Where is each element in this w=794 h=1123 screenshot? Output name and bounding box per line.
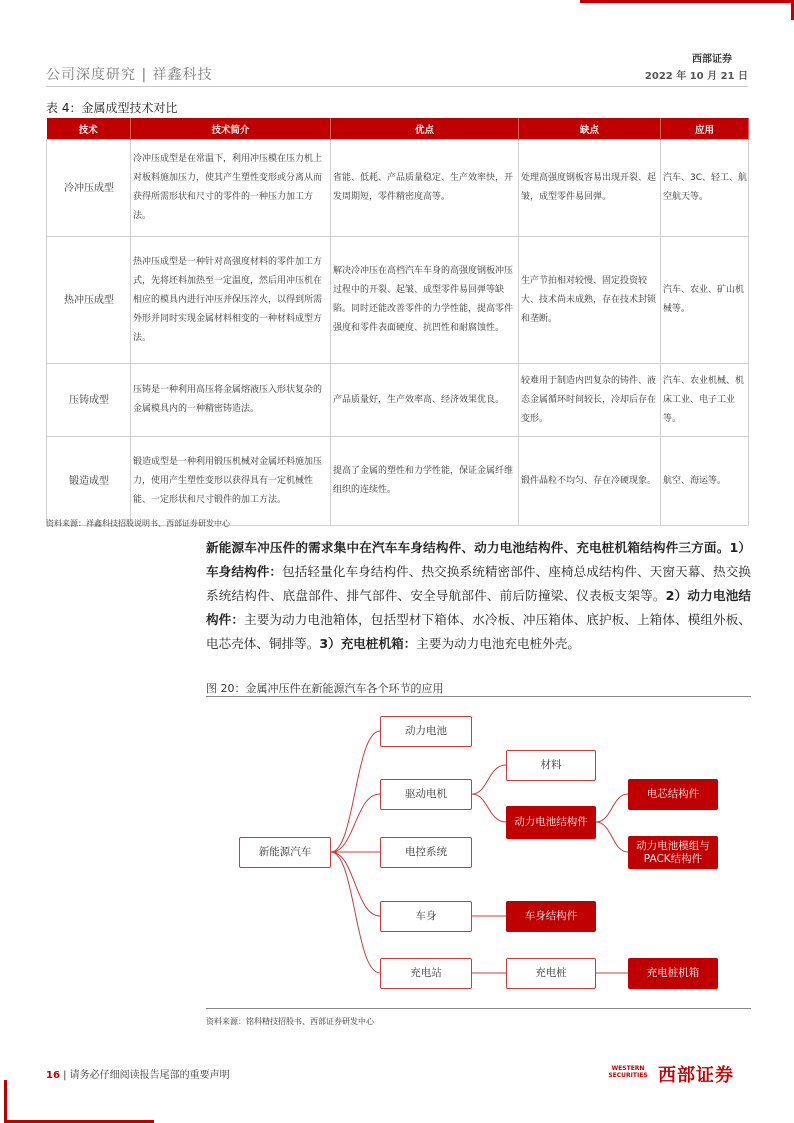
node-body-struct: 车身结构件 (506, 901, 596, 932)
node-pile-case: 充电桩机箱 (628, 958, 718, 989)
node-cell-struct: 电芯结构件 (628, 779, 718, 810)
node-material: 材料 (506, 750, 596, 781)
cell-apps: 航空、海运等。 (661, 437, 749, 526)
node-battery-struct: 动力电池结构件 (506, 806, 596, 839)
table-source: 资料来源：祥鑫科技招股说明书、西部证券研发中心 (46, 519, 230, 528)
node-charging-station: 充电站 (380, 958, 472, 989)
connector-struct-module (596, 822, 628, 852)
connector-motor-material (472, 765, 506, 794)
para-label-charger: 3）充电桩机箱： (319, 636, 417, 651)
footer-disclaimer: 请务必仔细阅读报告尾部的重要声明 (69, 1070, 230, 1081)
col-header-tech: 技术 (47, 118, 131, 140)
node-motor: 驱动电机 (380, 779, 472, 810)
logo-english: WESTERN SECURITIES (608, 1065, 648, 1079)
page-number: 16 (46, 1070, 60, 1081)
header-report-title: 公司深度研究 | 祥鑫科技 (46, 67, 213, 83)
para-body-text: 包括轻量化车身结构件、热交换系统精密部件、座椅总成结构件、天窗天幕、热交换系统结构件、底盘部件、排气部件、安全导航部件、前后防撞梁、仪表板支架等。 (206, 564, 752, 603)
node-root: 新能源汽车 (239, 837, 331, 868)
para-lead: 新能源车冲压件的需求集中在汽车车身结构件、动力电池结构件、充电桩机箱结构件三方面。 (206, 540, 730, 555)
cell-apps: 汽车、农业机械、机床工业、电子工业等。 (661, 364, 749, 437)
connector-motor-battery-struct (472, 794, 506, 822)
connector-root-motor (331, 794, 380, 852)
table-title: 表 4：金属成型技术对比 (46, 101, 178, 115)
col-header-pros: 优点 (331, 118, 519, 140)
cell-tech-name: 锻造成型 (47, 437, 131, 526)
cell-cons: 生产节拍相对较慢、固定投资较大、技术尚未成熟，存在技术封锁和垄断。 (519, 237, 661, 364)
connector-root-body (331, 852, 380, 916)
cell-pros: 产品质量好，生产效率高、经济效果优良。 (331, 364, 519, 437)
node-body: 车身 (380, 901, 472, 932)
cell-cons: 处理高强度钢板容易出现开裂、起皱，成型零件易回弹。 (519, 140, 661, 237)
connector-root-station (331, 852, 380, 973)
figure-title: 图 20：金属冲压件在新能源汽车各个环节的应用 (206, 682, 444, 695)
connector-struct-cell (596, 794, 628, 822)
logo-chinese: 西部证券 (658, 1065, 734, 1086)
cell-intro: 热冲压成型是一种针对高强度材料的零件加工方式，先将坯料加热至一定温度，然后用冲压机在相应的模具内进行冲压并保压淬火，以得到所需外形并同时实现金属材料相变的一种材料成型方法。 (131, 237, 331, 364)
footer-page-note: 16 | 请务必仔细阅读报告尾部的重要声明 (46, 1070, 230, 1081)
cell-intro: 冷冲压成型是在常温下，利用冲压模在压力机上对板料施加压力，使其产生塑性变形或分离从而获得所需形状和尺寸的零件的一种压力加工方法。 (131, 140, 331, 237)
cell-tech-name: 热冲压成型 (47, 237, 131, 364)
header-brand: 西部证券 (692, 54, 732, 65)
node-pile: 充电桩 (506, 958, 596, 989)
para-label-body: 1）车身结构件： (206, 540, 751, 579)
node-module-struct: 动力电池模组与PACK结构件 (628, 836, 718, 869)
node-control: 电控系统 (380, 837, 472, 868)
col-header-intro: 技术简介 (131, 118, 331, 140)
cell-intro: 压铸是一种利用高压将金属熔液压入形状复杂的金属模具内的一种精密铸造法。 (131, 364, 331, 437)
cell-intro: 锻造成型是一种利用锻压机械对金属坯料施加压力，使用产生塑性变形以获得具有一定机械性能、一定形状和尺寸锻件的加工方法。 (131, 437, 331, 526)
cell-cons: 锻件晶粒不均匀、存在冷硬现象。 (519, 437, 661, 526)
cell-pros: 省能、低耗、产品质量稳定、生产效率快，开发周期短，零件精密度高等。 (331, 140, 519, 237)
cell-apps: 汽车、农业、矿山机械等。 (661, 237, 749, 364)
cell-cons: 较难用于制造内凹复杂的铸件、液态金属循环时间较长，冷却后存在变形。 (519, 364, 661, 437)
cell-tech-name: 压铸成型 (47, 364, 131, 437)
node-battery: 动力电池 (380, 716, 472, 747)
cell-tech-name: 冷冲压成型 (47, 140, 131, 237)
para-battery-text: 主要为动力电池箱体，包括型材下箱体、水冷板、冲压箱体、底护板、上箱体、模组外板、电芯壳体、铜排等。 (206, 612, 752, 651)
figure-bottom-divider (206, 1008, 751, 1009)
cell-apps: 汽车、3C、轻工、航空航天等。 (661, 140, 749, 237)
header-date: 2022 年 10 月 21 日 (644, 71, 748, 82)
col-header-apps: 应用 (661, 118, 749, 140)
para-charger-text: 主要为动力电池充电桩外壳。 (416, 636, 580, 651)
figure-source: 资料来源：铭科精技招股书、西部证券研发中心 (206, 1017, 374, 1026)
connector-root-battery (331, 731, 380, 852)
col-header-cons: 缺点 (519, 118, 661, 140)
para-label-battery: 2）动力电池结构件： (206, 588, 752, 627)
cell-pros: 提高了金属的塑性和力学性能，保证金属纤维组织的连续性。 (331, 437, 519, 526)
cell-pros: 解决冷冲压在高档汽车车身的高强度钢板冲压过程中的开裂、起皱、成型零件易回弹等缺陷。同时还能改善零件的力学性能，提高零件强度和零件表面硬度、抗凹性和耐腐蚀性。 (331, 237, 519, 364)
